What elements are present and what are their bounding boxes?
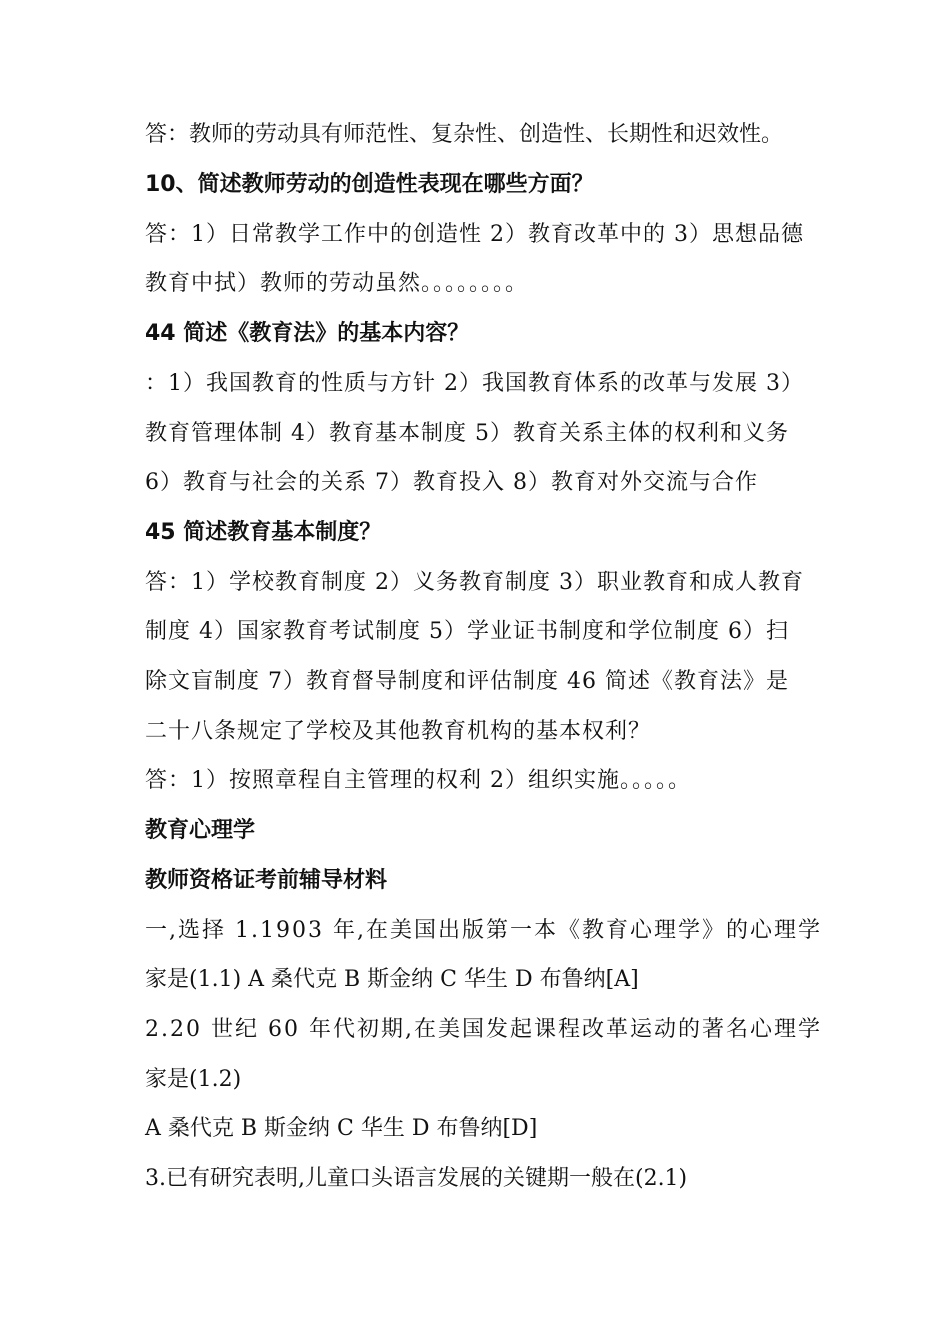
answer-line: 6）教育与社会的关系 7）教育投入 8）教育对外交流与合作: [145, 470, 758, 495]
answer-line: 除文盲制度 7）教育督导制度和评估制度 46 简述《教育法》是: [145, 669, 789, 694]
question-line: 一,选择 1.1903 年,在美国出版第一本《教育心理学》的心理学: [145, 918, 822, 943]
question-line: 家是(1.1) A 桑代克 B 斯金纳 C 华生 D 布鲁纳[A]: [145, 967, 639, 992]
question-line: 家是(1.2): [145, 1067, 242, 1092]
answer-line: 教育管理体制 4）教育基本制度 5）教育关系主体的权利和义务: [145, 421, 789, 446]
question-heading: 44 简述《教育法》的基本内容？: [145, 321, 470, 346]
answer-line: 教育中拭）教师的劳动虽然。。。。。。。。: [145, 271, 529, 296]
answer-line: ：1）我国教育的性质与方针 2）我国教育体系的改革与发展 3）: [145, 371, 804, 396]
question-heading: 10、简述教师劳动的创造性表现在哪些方面？: [145, 172, 594, 197]
question-line: 2.20 世纪 60 年代初期,在美国发起课程改革运动的著名心理学: [145, 1017, 822, 1042]
section-heading: 教师资格证考前辅导材料: [145, 868, 388, 893]
section-heading: 教育心理学: [145, 818, 256, 843]
answer-line: 答：1）学校教育制度 2）义务教育制度 3）职业教育和成人教育: [145, 570, 804, 595]
question-line: A 桑代克 B 斯金纳 C 华生 D 布鲁纳[D]: [145, 1116, 538, 1141]
question-heading: 45 简述教育基本制度？: [145, 520, 382, 545]
answer-line: 答：1）日常教学工作中的创造性 2）教育改革中的 3）思想品德: [145, 222, 804, 247]
question-line: 3.已有研究表明,儿童口头语言发展的关键期一般在(2.1): [145, 1166, 688, 1191]
answer-line: 答：1）按照章程自主管理的权利 2）组织实施。。。。。: [145, 768, 691, 793]
answer-line: 答：教师的劳动具有师范性、复杂性、创造性、长期性和迟效性。: [145, 122, 784, 147]
answer-line: 二十八条规定了学校及其他教育机构的基本权利？: [145, 719, 652, 744]
answer-line: 制度 4）国家教育考试制度 5）学业证书制度和学位制度 6）扫: [145, 619, 789, 644]
